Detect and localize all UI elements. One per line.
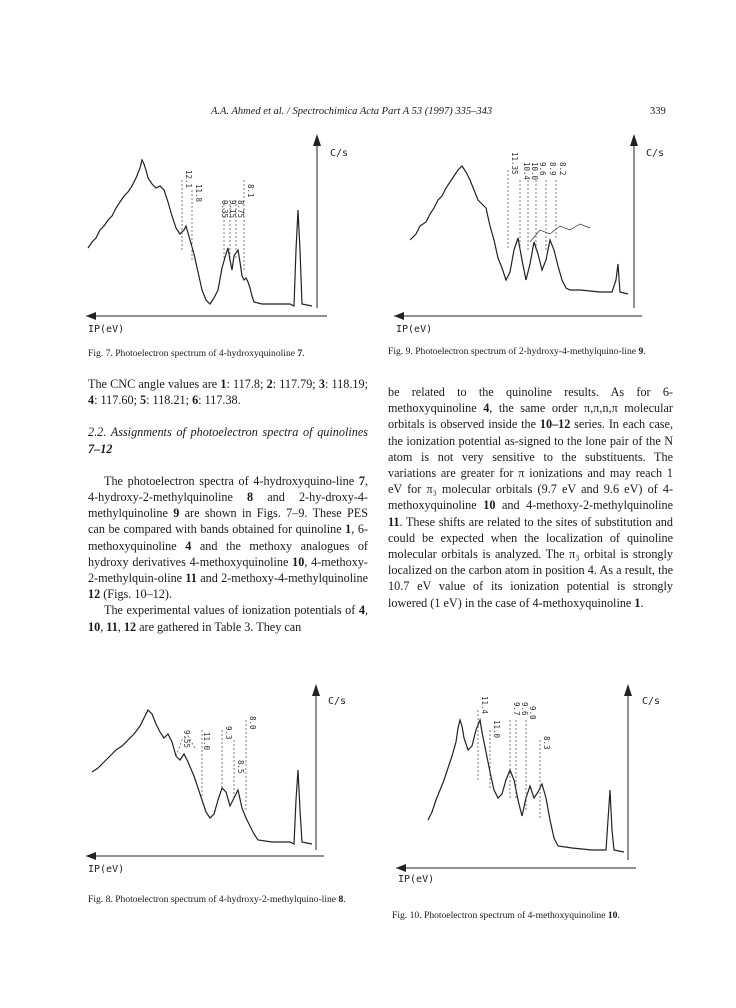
figure-7-spectrum bbox=[82, 130, 352, 340]
figure-7-annotation: 9.15 bbox=[228, 200, 237, 219]
figure-10-annotation: 9.7 bbox=[512, 702, 521, 716]
figure-8-annotation: 9.55 bbox=[182, 730, 191, 749]
figure-10-xlabel: IP(eV) bbox=[398, 874, 435, 885]
figure-10-caption: Fig. 10. Photoelectron spectrum of 4-methoxyquinoline 10. bbox=[392, 910, 620, 921]
figure-10-ylabel: C/s bbox=[642, 696, 661, 707]
paragraph-cnc-angles: The CNC angle values are 1: 117.8; 2: 117.79; 3: 118.19; 4: 117.60; 5: 118.21; 6: 117.38. bbox=[88, 377, 368, 408]
figure-9-annotation: 10.0 bbox=[530, 162, 539, 181]
figure-7-annotation: 8.75 bbox=[236, 200, 245, 219]
left-column bbox=[88, 376, 368, 635]
paragraph-table-ref: The experimental values of ionization potentials of 4, 10, 11, 12 are gathered in Table 3. They can bbox=[88, 603, 368, 634]
figure-10-annotation: 11.4 bbox=[480, 696, 489, 715]
figure-10-spectrum bbox=[392, 680, 672, 890]
figure-8-annotation: 8.0 bbox=[248, 716, 257, 730]
figure-9-caption: Fig. 9. Photoelectron spectrum of 2-hydroxy-4-methylquino-line 9. bbox=[388, 346, 646, 357]
figure-10-annotation: 9.6 bbox=[520, 702, 529, 716]
paragraph-right: be related to the quinoline results. As for 6-methoxyquinoline 4, the same order π,π,n,π molecular orbitals is observed inside the 10–12 series. In each case, the ionization potential as-signed to the lone pair of the N atom is not very sensitive to the substituents. The variations are greater for π ionizations and may reach 1 eV for π₃ molecular orbitals (9.7 eV and 9.6 eV) of 4-methoxyquinoline 10 and 4-methoxy-2-methylquinoline 11. These shifts are related to the sites of substitution and could be expected when the localization of quinoline molecular orbitals is analyzed. The π₃ orbital is strongly localized on the carbon atom in position 4. As a result, the 10.7 eV value of its ionization potential is strongly lowered (1 eV) in the case of 4-methoxyquinoline 1. bbox=[388, 385, 674, 610]
section-heading: 2.2. Assignments of photoelectron spectra of quinolines 7–12 bbox=[88, 425, 368, 456]
figure-9-xlabel: IP(eV) bbox=[396, 324, 433, 335]
running-header bbox=[0, 106, 736, 120]
figure-10-annotation: 8.3 bbox=[542, 736, 551, 750]
figure-9-spectrum bbox=[390, 130, 670, 340]
figure-7 bbox=[82, 130, 352, 340]
figure-8-caption: Fig. 8. Photoelectron spectrum of 4-hydroxy-2-methylquino-line 8. bbox=[88, 894, 346, 905]
figure-8-spectrum bbox=[82, 680, 362, 890]
figure-9-annotation: 9.6 bbox=[538, 162, 547, 176]
figure-7-annotation: 9.35 bbox=[220, 200, 229, 219]
page-number: 339 bbox=[650, 106, 666, 117]
running-title: A.A. Ahmed et al. / Spectrochimica Acta Part A 53 (1997) 335–343 bbox=[211, 106, 493, 117]
paragraph-spectra-intro: The photoelectron spectra of 4-hydroxyquino-line 7, 4-hydroxy-2-methylquinoline 8 and 2-hy-droxy-4-methylquinoline 9 are shown in Figs. 7–9. These PES can be compared with bands obtained for quinoline 1, 6-methoxyquinoline 4 and the methoxy analogues of hydroxy derivatives 4-methoxyquinoline 10, 4-methoxy-2-methylquin-oline 11 and 2-methoxy-4-methylquinoline 12 (Figs. 10–12). bbox=[88, 473, 368, 602]
figure-7-ylabel: C/s bbox=[330, 148, 349, 159]
figure-9 bbox=[390, 130, 670, 340]
figure-10 bbox=[392, 680, 672, 890]
figure-8-annotation: 9.3 bbox=[224, 726, 233, 740]
figure-7-annotation: 11.8 bbox=[194, 184, 203, 203]
figure-10-annotation: 9.0 bbox=[528, 706, 537, 720]
figure-9-annotation: 11.35 bbox=[510, 152, 519, 175]
figure-8-annotation: 11.0 bbox=[202, 732, 211, 751]
figure-7-xlabel: IP(eV) bbox=[88, 324, 125, 335]
figure-9-annotation: 8.2 bbox=[558, 162, 567, 176]
figure-8 bbox=[82, 680, 362, 890]
figure-7-annotation: 8.1 bbox=[246, 184, 255, 198]
figure-9-annotation: 10.4 bbox=[522, 162, 531, 181]
figure-7-annotation: 12.1 bbox=[184, 170, 193, 189]
figure-8-xlabel: IP(eV) bbox=[88, 864, 125, 875]
figure-8-ylabel: C/s bbox=[328, 696, 347, 707]
figure-10-annotation: 11.0 bbox=[492, 720, 501, 739]
figure-8-annotation: 8.5 bbox=[236, 760, 245, 774]
figure-7-caption: Fig. 7. Photoelectron spectrum of 4-hydroxyquinoline 7. bbox=[88, 348, 305, 359]
right-column bbox=[388, 384, 673, 611]
figure-9-ylabel: C/s bbox=[646, 148, 665, 159]
figure-9-annotation: 8.9 bbox=[548, 162, 557, 176]
